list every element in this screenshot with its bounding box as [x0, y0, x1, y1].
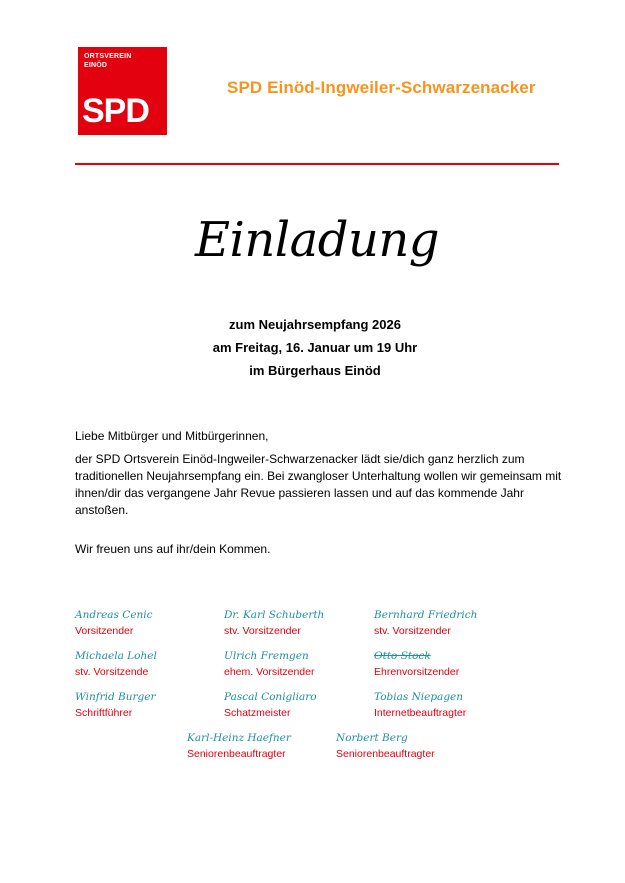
logo-line-1: ORTSVEREIN: [84, 53, 132, 60]
signatory-role: Seniorenbeauftragter: [187, 748, 286, 760]
signatory-name: Norbert Berg: [336, 732, 408, 744]
signatory-name: Andreas Cenic: [75, 609, 153, 621]
signatory-name: Karl-Heinz Haefner: [187, 732, 291, 744]
signatory-name: Ulrich Fremgen: [224, 650, 309, 662]
signatory-role: stv. Vorsitzende: [75, 666, 149, 678]
signatory-name: Pascal Conigliaro: [224, 691, 317, 703]
signatory-role: stv. Vorsitzender: [224, 625, 301, 637]
signatory: [224, 608, 384, 638]
signatory-role: Schatzmeister: [224, 707, 291, 719]
event-occasion: zum Neujahrsempfang 2026: [229, 317, 401, 332]
signatory-role: ehem. Vorsitzender: [224, 666, 315, 678]
signatory-role: Schriftführer: [75, 707, 133, 719]
letter-body: der SPD Ortsverein Einöd-Ingweiler-Schwarzenacker lädt sie/dich ganz herzlich zum traditionellen Neujahrsempfang ein. Bei zwangloser Unterhaltung wollen wir gemeinsam mit ihnen/dir das vergangene Jahr Revue passieren lassen und auf das kommende Jahr anstoßen.: [75, 452, 562, 517]
organization-name: SPD Einöd-Ingweiler-Schwarzenacker: [227, 78, 536, 97]
event-location: im Bürgerhaus Einöd: [249, 363, 381, 378]
event-details: [0, 313, 625, 382]
signatory-role: Seniorenbeauftragter: [336, 748, 435, 760]
document-title: Einladung: [194, 212, 440, 268]
signatory: [374, 649, 534, 679]
signatory: [374, 690, 534, 720]
spd-logo: [78, 47, 167, 135]
signatory-name: Winfrid Burger: [75, 691, 156, 703]
signatory: [75, 649, 235, 679]
signatory-role: Ehrenvorsitzender: [374, 666, 460, 678]
signatory-name: Tobias Niepagen: [374, 691, 464, 703]
logo-line-2: EINÖD: [84, 62, 108, 69]
signatory: [75, 608, 235, 638]
signatory: [336, 731, 496, 761]
logo-brand: SPD: [82, 92, 149, 130]
signatory-name: Dr. Karl Schuberth: [224, 609, 325, 621]
signatory-role: stv. Vorsitzender: [374, 625, 451, 637]
logo-subtitle: [84, 52, 132, 70]
letter-greeting: Liebe Mitbürger und Mitbürgerinnen,: [75, 429, 269, 443]
signatory-name: Otto Stock: [374, 650, 431, 662]
signatory: [75, 690, 235, 720]
letter-closing: Wir freuen uns auf ihr/dein Kommen.: [75, 542, 271, 556]
signatory-name: Bernhard Friedrich: [374, 609, 478, 621]
signatory: [224, 649, 384, 679]
header-divider: [75, 163, 559, 165]
event-date: am Freitag, 16. Januar um 19 Uhr: [212, 340, 418, 355]
signatory: [374, 608, 534, 638]
signatory: [224, 690, 384, 720]
signatory-name: Michaela Lohel: [75, 650, 157, 662]
signatory: [187, 731, 347, 761]
signatory-role: Internetbeauftragter: [374, 707, 467, 719]
signatory-role: Vorsitzender: [75, 625, 134, 637]
